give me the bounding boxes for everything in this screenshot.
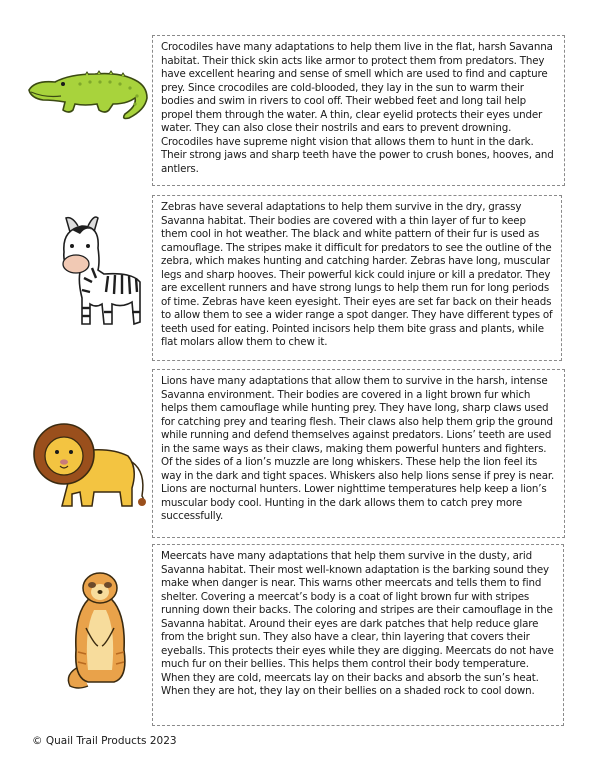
meerkat-paragraph: Meercats have many adaptations that help them survive in the dusty, arid Savanna habitat. Their most well-known adaptation is the barking sound they make when danger is near. This warns other meercats and tells them to find shelter. Covering a meercat’s body is a coat of light brown fur with stripes running down their backs. The coloring and stripes are their camouflage in the Savanna habitat. Around their eyes are dark patches that help reduce glare from the bright sun. They also have a clear, thin layering that covers their eyeballs. This protects their eyes while they are digging. Meercats do not have much fur on their bellies. This helps them control their body temperature. When they are cold, meercats lay on their backs and absorb the sun’s heat. When they are hot, they lay on their bellies on a shaded rock to cool down.: [161, 550, 554, 698]
lion-illustration: [28, 412, 150, 512]
lion-paragraph: Lions have many adaptations that allow them to survive in the harsh, intense Savanna environment. Their bodies are covered in a light brown fur which helps them camouflage while hunting prey. They have long, sharp claws used for catching prey and tearing flesh. Their claws also help them grip the ground while running and defend themselves against predators. Lions’ teeth are used in the same ways as their claws, making them powerful hunters and fighters. Of the sides of a lion’s muzzle are long whiskers. These help the lion feel its way in the dark and tight spaces. Whiskers also help lions sense if prey is near. Lions are nocturnal hunters. Lower nighttime temperatures help keep a lion’s muscular body cool. Hunting in the dark allows them to catch prey more successfully.: [161, 375, 555, 523]
crocodile-paragraph: Crocodiles have many adaptations to help them live in the flat, harsh Savanna habitat. Their thick skin acts like armor to protect them from predators. They have excellent hearing and sense of smell which are used to find and capture prey. Since crocodiles are cold-blooded, they lay in the sun to warm their bodies and swim in rivers to cool off. Their webbed feet and long tail help propel them through the water. A thin, clear eyelid protects their eyes under water. They can also close their nostrils and ears to prevent drowning. Crocodiles have supreme night vision that allows them to hunt in the dark. Their strong jaws and sharp teeth have the power to crush bones, hooves, and antlers.: [161, 41, 554, 175]
copyright-footer: © Quail Trail Products 2023: [32, 735, 177, 747]
lion-text-box: [152, 369, 565, 538]
meerkat-illustration: [58, 570, 138, 694]
meerkat-text-box: [152, 544, 564, 726]
crocodile-illustration: [25, 62, 153, 124]
zebra-paragraph: Zebras have several adaptations to help them survive in the dry, grassy Savanna habitat. Their bodies are covered with a thin layer of fur to keep them cool in hot weather. The black and white pattern of their fur is used as camouflage. The stripes make it difficult for predators to see the outline of the zebra, which makes hunting and catching harder. Zebras have long, muscular legs and sharp hooves. Their powerful kick could injure or kill a predator. They are excellent runners and have strong lungs to help them run for long periods of time. Zebras have keen eyesight. Their eyes are set far back on their heads to allow them to see a wider range a spot danger. They have different types of teeth used for eating. Pointed incisors help them bite grass and plants, while flat molars allow them to chew it.: [161, 201, 553, 349]
zebra-illustration: [52, 212, 144, 334]
zebra-text-box: [152, 195, 562, 361]
crocodile-text-box: [152, 35, 565, 186]
